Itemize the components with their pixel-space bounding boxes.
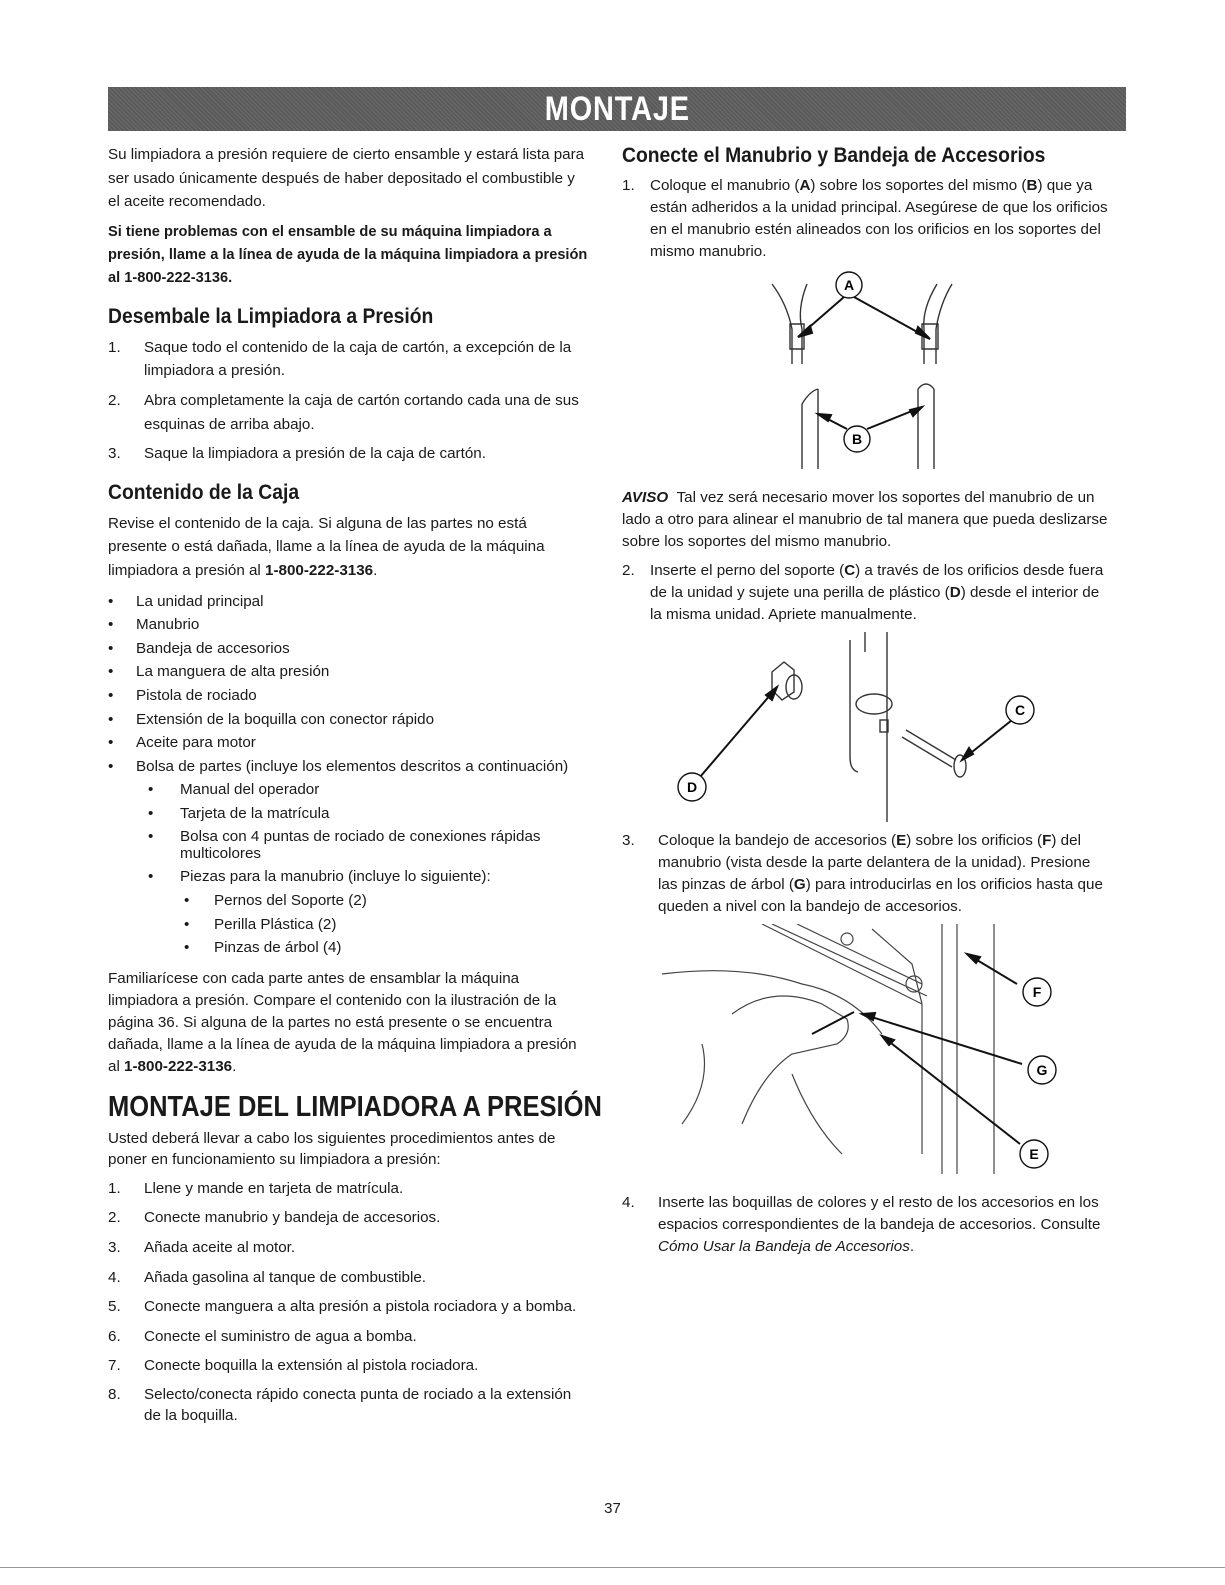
left-column [108, 143, 602, 1432]
handle-steps-3 [622, 830, 1108, 918]
intro-paragraph: Su limpiadora a presión requiere de cierto ensamble y estará lista para ser usado únicamente después de haber depositado el combustible y el aceite recomendado. [108, 146, 585, 211]
list-item: 3. Saque la limpiadora a presión de la caja de cartón. [108, 445, 486, 463]
list-item: • Bolsa de partes (incluye los elementos descritos a continuación) [108, 755, 590, 779]
svg-text:A: A [843, 277, 855, 293]
list-item: • Pernos del Soporte (2) [108, 889, 590, 913]
list-item: 3. Añada aceite al motor. [108, 1239, 296, 1257]
list-item: 7. Conecte boquilla la extensión al pistola rociadora. [108, 1357, 479, 1375]
list-item: • Perilla Plástica (2) [108, 913, 590, 937]
aviso-note: AVISO Tal vez será necesario mover los soportes del manubrio de un lado a otro para alinear el manubrio de tal manera que pueda deslizarse sobre los soportes del mismo manubrio. [622, 489, 1108, 550]
list-item: • La manguera de alta presión [108, 660, 590, 684]
list-item: • Pistola de rociado [108, 684, 590, 708]
banner-title: MONTAJE [544, 89, 690, 128]
list-item: 2. Inserte el perno del soporte (C) a través de los orificios desde fuera de la unidad y sujete una perilla de plástico (D) desde el interior de la misma unidad. Apriete manualmente. [622, 562, 1104, 623]
parts-bag-list [108, 778, 590, 889]
assembly-intro: Usted deberá llevar a cabo los siguientes procedimientos antes de poner en funcionamiento su limpiadora a presión: [108, 1129, 556, 1168]
handle-steps-4 [622, 1192, 1108, 1258]
aviso-label: AVISO [622, 489, 669, 506]
svg-text:D: D [686, 779, 698, 795]
svg-text:F: F [1032, 984, 1042, 1000]
contents-heading: Contenido de la Caja [108, 480, 300, 504]
list-item: • Bolsa con 4 puntas de rociado de conexiones rápidas multicolores [108, 828, 590, 862]
list-item: • Piezas para la manubrio (incluye lo siguiente): [108, 865, 590, 889]
assembly-steps [108, 1177, 590, 1426]
list-item: • Aceite para motor [108, 731, 590, 755]
phone-number: 1-800-222-3136 [265, 561, 374, 579]
list-item: 2. Abra completamente la caja de cartón cortando cada una de sus esquinas de arriba abajo. [108, 391, 579, 433]
handle-brackets-illustration [622, 269, 1108, 479]
list-item: • Manual del operador [108, 778, 590, 802]
list-item: 1. Coloque el manubrio (A) sobre los soportes del mismo (B) que ya están adheridos a la unidad principal. Asegúrese de que los orificios en el manubrio estén alineados con los orificios en los soportes del mismo manubrio. [622, 177, 1108, 260]
list-item: 6. Conecte el suministro de agua a bomba. [108, 1327, 417, 1345]
svg-text:B: B [851, 431, 863, 447]
list-item: 2. Conecte manubrio y bandeja de accesorios. [108, 1209, 441, 1227]
svg-text:C: C [1014, 702, 1026, 718]
handle-steps [622, 175, 1108, 263]
list-item: 3. Coloque la bandejo de accesorios (E) sobre los orificios (F) del manubrio (vista desde la parte delantera de la unidad). Presione las pinzas de árbol (G) para introducirlas en los orificios hasta que queden a nivel con la bandejo de accesorios. [622, 832, 1103, 915]
list-item: • La unidad principal [108, 590, 590, 614]
list-item: • Tarjeta de la matrícula [108, 802, 590, 826]
handle-parts-list [108, 889, 590, 960]
list-item: • Pinzas de árbol (4) [108, 936, 590, 960]
list-item: 8. Selecto/conecta rápido conecta punta de rociado a la extensión de la boquilla. [108, 1386, 572, 1424]
list-item: • Manubrio [108, 613, 590, 637]
list-item: • Extensión de la boquilla con conector rápido [108, 708, 590, 732]
right-column [622, 143, 1108, 1264]
list-item: 4. Inserte las boquillas de colores y el resto de los accesorios en los espacios correspondientes de la bandeja de accesorios. Consulte Cómo Usar la Bandeja de Accesorios. [622, 1194, 1101, 1255]
contents-intro: Revise el contenido de la caja. Si alguna de las partes no está presente o está dañada, llame a la línea de ayuda de la máquina limpiadora a presión al 1-800-222-3136. [108, 514, 545, 579]
unpack-steps [108, 336, 590, 466]
list-item: 1. Llene y mande en tarjeta de matrícula. [108, 1179, 404, 1197]
familiarize-paragraph: Familiarícese con cada parte antes de ensamblar la máquina limpiadora a presión. Compare el contenido con la ilustración de la página 36. Si alguna de la partes no está presente o se encuentra dañada, llame a la línea de ayuda de la máquina limpiadora a presión al 1-800-222-3136. [108, 969, 577, 1075]
phone-number: 1-800-222-3136 [124, 1057, 233, 1075]
list-item: 5. Conecte manguera a alta presión a pistola rociadora y a bomba. [108, 1298, 577, 1316]
cross-reference: Cómo Usar la Bandeja de Accesorios [658, 1238, 910, 1255]
page-number: 37 [604, 1500, 621, 1517]
svg-text:E: E [1029, 1146, 1039, 1162]
list-item: • Bandeja de accesorios [108, 637, 590, 661]
contents-list [108, 590, 590, 779]
list-item: 1. Saque todo el contenido de la caja de cartón, a excepción de la limpiadora a presión. [108, 338, 572, 380]
handle-section-heading: Conecte el Manubrio y Bandeja de Accesorios [622, 144, 1046, 167]
unpack-heading: Desembale la Limpiadora a Presión [108, 304, 434, 328]
handle-steps-2 [622, 560, 1108, 626]
section-banner [108, 87, 1126, 131]
helpline-warning: Si tiene problemas con el ensamble de su máquina limpiadora a presión, llame a la línea de ayuda de la máquina limpiadora a presión al 1-800-222-3136. [108, 223, 588, 286]
svg-text:G: G [1036, 1062, 1048, 1078]
assembly-heading: MONTAJE DEL LIMPIADORA A PRESIÓN [108, 1090, 602, 1123]
footer-rule [0, 1567, 1225, 1568]
accessory-tray-illustration [622, 924, 1108, 1184]
list-item: 4. Añada gasolina al tanque de combustible. [108, 1268, 427, 1286]
bolt-knob-illustration [622, 632, 1108, 822]
